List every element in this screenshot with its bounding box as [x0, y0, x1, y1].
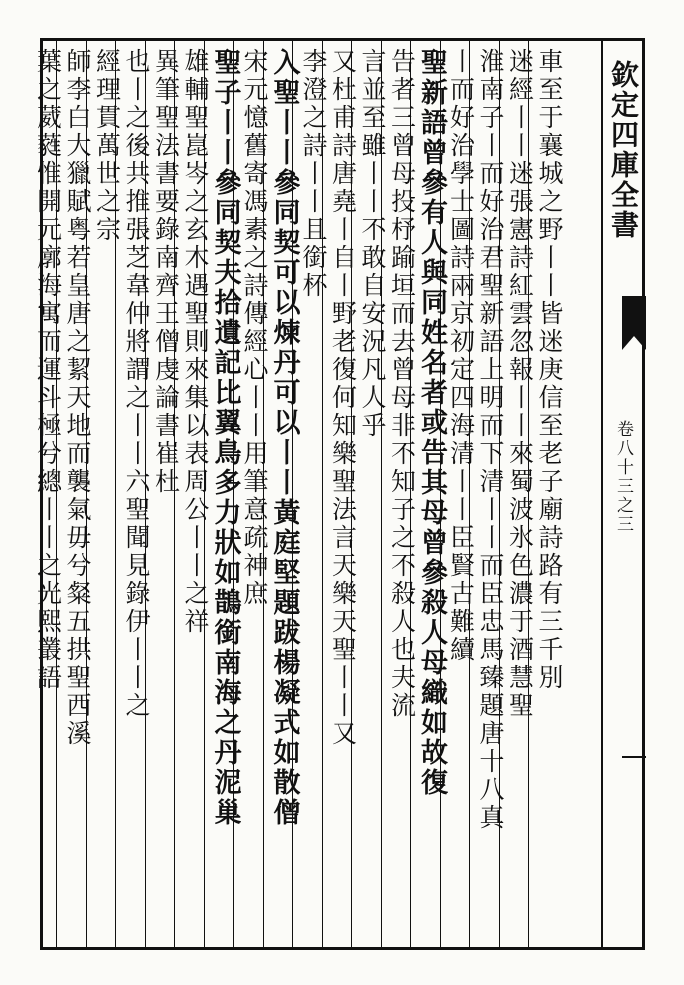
- text-column: 告者三曾母投杼踰垣而去曾母非不知子之不殺人也夫流: [387, 48, 417, 720]
- text-column: 宋元憶舊寄馮素之詩傳經心丨丨用筆意疏神庶: [240, 48, 269, 608]
- text-column: 又杜甫詩唐堯丨自丨野老復何知樂聖法言天樂天聖丨丨又: [328, 48, 358, 748]
- text-column: 車至于襄城之野丨丨皆迷庚信至老子廟詩路有三千別: [535, 48, 564, 692]
- text-column: 聖新語曾參有人與同姓名者或告其母曾參殺人母織如故復: [416, 48, 447, 798]
- text-column: 入聖丨丨參同契可以煉丹可以丨丨黃庭堅題跋楊凝式如散僧: [268, 48, 300, 828]
- text-column: 葉之葳蕤惟開元廓海寓而運斗極兮總丨丨之光熙叢語: [33, 48, 63, 692]
- text-column: 李澄之詩丨丨且銜杯: [299, 48, 328, 300]
- column-divider: [601, 38, 603, 950]
- fishtail-mark: [622, 296, 646, 336]
- text-column: 迷經丨丨迷張憲詩紅雲忽報丨丨來蜀波氷色濃于酒慧聖: [505, 48, 535, 720]
- margin-volume-label: 卷八十三之三: [613, 420, 633, 534]
- text-column: 聖子丨丨參同契夫拾遺記比翼鳥多力狀如鵲銜南海之丹泥巢: [209, 48, 241, 828]
- text-column: 淮南子丨而好治君聖新語上明而下清丨丨而臣忠馬臻題唐十八真: [476, 48, 505, 832]
- margin-book-title: 欽定四庫全書: [607, 60, 640, 240]
- text-column: 言並至雖丨丨不敢自安況凡人乎: [358, 48, 387, 440]
- text-column: 也丨之後共推張芝韋仲將謂之丨丨六聖聞見錄伊丨丨之: [122, 48, 151, 720]
- text-column: 經理貫萬世之宗: [92, 48, 122, 244]
- margin-rule: [622, 756, 646, 758]
- text-column: 異筆聖法書要錄南齊王僧虔論書崔杜: [151, 48, 181, 496]
- text-column: 雄輔聖崑岑之玄木遇聖則來集以表周公丨丨之祥: [181, 48, 210, 636]
- text-column: 丨而好治學士圖詩兩京初定四海清丨丨臣賢古難續: [446, 48, 476, 664]
- text-column: 師李白大獵賦粤若皇唐之絜天地而襲氣毋兮粲五拱聖西溪: [63, 48, 92, 748]
